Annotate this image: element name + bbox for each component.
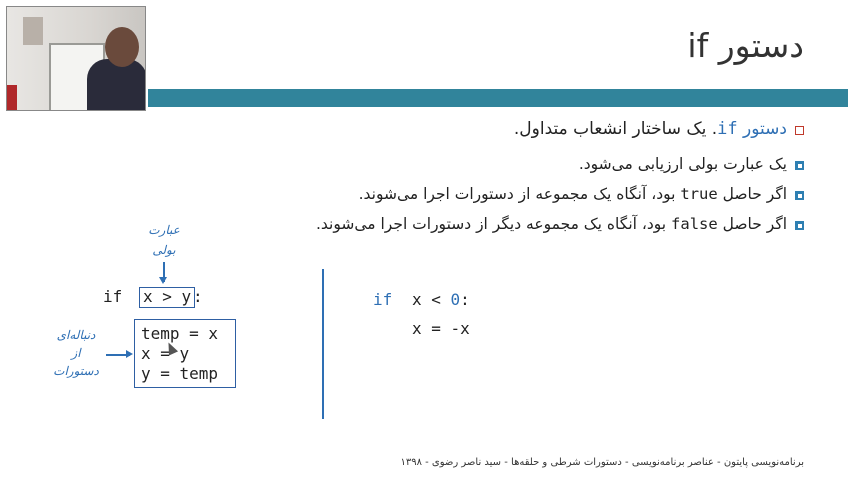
bullet-text: . یک ساختار انشعاب متداول. <box>513 119 718 139</box>
sub-bullet-3 <box>316 215 804 233</box>
annotation-line: دستورات <box>53 364 99 378</box>
code-condition: x > y <box>143 287 192 306</box>
sub-bullet-text: بود، آنگاه یک مجموعه دیگر از دستورات اجرا می‌شوند. <box>315 215 672 233</box>
condition-colon: : <box>460 290 470 309</box>
keyword-if: if <box>717 119 738 139</box>
code-condition <box>412 290 470 309</box>
condition-text: x < <box>412 290 451 309</box>
sub-bullet-2 <box>359 185 804 203</box>
square-bullet-icon <box>795 191 804 200</box>
sub-bullet-text: یک عبارت بولی ارزیابی می‌شود. <box>578 155 787 173</box>
annotation-line: دنباله‌ای <box>56 328 96 342</box>
header-bar <box>148 89 848 107</box>
sub-bullet-text: اگر حاصل <box>717 185 787 203</box>
slide-title: دستور if <box>687 26 804 65</box>
keyword-true: true <box>680 185 718 203</box>
statement-sequence-annotation <box>48 326 104 380</box>
code-colon: : <box>193 287 203 306</box>
square-bullet-icon <box>795 221 804 230</box>
vertical-divider <box>322 269 324 419</box>
sub-bullet-1 <box>579 155 804 173</box>
code-line: x = y <box>141 344 190 363</box>
code-if-keyword: if <box>373 290 393 309</box>
keyword-false: false <box>671 215 718 233</box>
main-bullet <box>514 119 804 139</box>
code-if-keyword: if <box>103 287 123 306</box>
sub-bullet-text: بود، آنگاه یک مجموعه از دستورات اجرا می‌شوند. <box>358 185 681 203</box>
square-bullet-icon <box>795 126 804 135</box>
annotation-line: عبارت <box>148 223 180 237</box>
annotation-line: از <box>71 346 81 360</box>
arrow-right-icon <box>106 354 130 356</box>
arrow-down-icon <box>163 262 165 282</box>
code-line: temp = x <box>141 324 219 343</box>
annotation-line: بولی <box>152 243 176 257</box>
boolean-expression-annotation <box>144 220 184 260</box>
code-line: x = -x <box>412 319 470 338</box>
square-bullet-icon <box>795 161 804 170</box>
webcam-video <box>6 6 146 111</box>
code-line: y = temp <box>141 364 219 383</box>
slide-footer: برنامه‌نویسی پایتون - عناصر برنامه‌نویسی - دستورات شرطی و حلقه‌ها - سید ناصر رضوی - ۱۳۹۸ <box>400 457 804 468</box>
sub-bullet-text: اگر حاصل <box>717 215 787 233</box>
condition-number: 0 <box>450 290 461 309</box>
bullet-prefix: دستور <box>737 119 787 139</box>
